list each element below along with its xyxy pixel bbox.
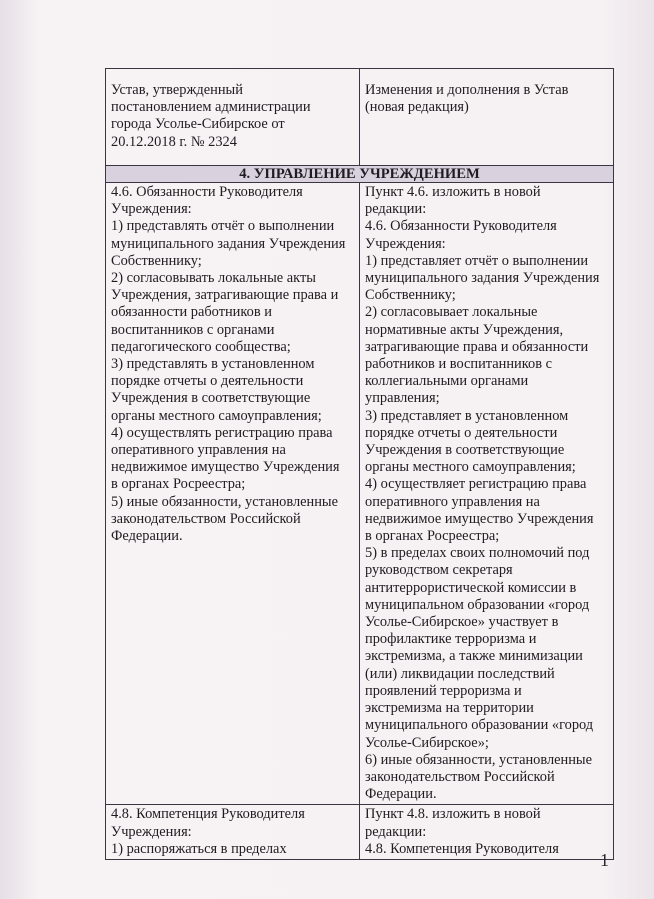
text-line: города Усолье-Сибирское от xyxy=(111,116,285,133)
text-line: 5) в пределах своих полномочий под xyxy=(365,545,590,562)
text-line: антитеррористической комиссии в xyxy=(365,579,577,596)
text-line: Учреждения: xyxy=(365,235,446,252)
text-line: оперативного управления на xyxy=(111,442,286,459)
header-right-cell xyxy=(360,69,614,166)
text-line: редакции: xyxy=(365,201,427,218)
text-line: воспитанников с органами xyxy=(111,321,275,338)
text-line: 3) представлять в установленном xyxy=(111,356,315,373)
text-line: Собственнику; xyxy=(365,287,456,304)
text-line: органы местного самоуправления; xyxy=(365,459,576,476)
clause-4-8-new-text xyxy=(365,806,609,858)
text-line: порядке отчеты о деятельности xyxy=(365,424,558,441)
text-line: Учреждения, затрагивающие права и xyxy=(111,287,339,304)
text-line: руководством секретаря xyxy=(365,562,513,579)
text-line: профилактике терроризма и xyxy=(365,631,537,648)
text-line: 5) иные обязанности, установленные xyxy=(111,493,338,510)
table-row xyxy=(106,805,614,860)
text-line: 3) представляет в установленном xyxy=(365,407,569,424)
text-line: 4.8. Компетенция Руководителя xyxy=(111,806,305,823)
text-line: в органах Росреестра; xyxy=(111,476,246,493)
section-title: 4. УПРАВЛЕНИЕ УЧРЕЖДЕНИЕМ xyxy=(106,166,614,183)
clause-4-6-new-cell xyxy=(360,183,614,805)
text-line: недвижимое имущество Учреждения xyxy=(365,510,594,527)
text-line: Федерации. xyxy=(111,528,183,545)
text-line: Пункт 4.6. изложить в новой xyxy=(365,184,541,200)
text-line: 4) осуществляет регистрацию права xyxy=(365,476,587,493)
header-left-cell xyxy=(106,69,360,166)
text-line: Усолье-Сибирское» участвует в xyxy=(365,614,559,631)
text-line: экстремизма, а также минимизации xyxy=(365,648,583,665)
table-header-row xyxy=(106,69,614,166)
text-line: муниципального задания Учреждения xyxy=(365,270,600,287)
text-line: органы местного самоуправления; xyxy=(111,407,322,424)
text-line: порядке отчеты о деятельности xyxy=(111,373,304,390)
text-line: Учреждения в соответствующие xyxy=(111,390,311,407)
text-line: 4.6. Обязанности Руководителя xyxy=(111,184,303,200)
text-line: нормативные акты Учреждения, xyxy=(365,321,564,338)
clause-4-6-new-text xyxy=(365,184,609,803)
text-line: постановлением администрации xyxy=(111,99,311,116)
text-line: обязанности работников и xyxy=(111,304,272,321)
text-line: Учреждения в соответствующие xyxy=(365,442,565,459)
clause-4-6-old-cell xyxy=(106,183,360,805)
clause-4-8-old-cell xyxy=(106,805,360,860)
text-line: Усолье-Сибирское»; xyxy=(365,734,489,751)
text-line: муниципальном образовании «город xyxy=(365,596,590,613)
clause-4-6-old-text xyxy=(111,184,355,545)
text-line: муниципального задания Учреждения xyxy=(111,235,346,252)
text-line: (новая редакция) xyxy=(365,99,469,116)
text-line: муниципального образовании «город xyxy=(365,717,594,734)
text-line: Учреждения: xyxy=(111,201,192,218)
clause-4-8-new-cell xyxy=(360,805,614,860)
text-line: Устав, утвержденный xyxy=(111,82,243,98)
section-title-row xyxy=(106,166,614,183)
text-line: 1) представлять отчёт о выполнении xyxy=(111,218,335,235)
text-line: Изменения и дополнения в Устав xyxy=(365,82,569,98)
header-left-text xyxy=(111,82,355,151)
text-line: проявлений терроризма и xyxy=(365,682,522,699)
text-line: в органах Росреестра; xyxy=(365,528,500,545)
text-line: 20.12.2018 г. № 2324 xyxy=(111,133,237,150)
text-line: редакции: xyxy=(365,823,427,840)
text-line: (или) ликвидации последствий xyxy=(365,665,555,682)
text-line: Федерации. xyxy=(365,786,437,803)
text-line: 6) иные обязанности, установленные xyxy=(365,751,592,768)
text-line: работников и воспитанников с xyxy=(365,356,552,373)
text-line: оперативного управления на xyxy=(365,493,540,510)
text-line: Собственнику; xyxy=(111,252,202,269)
text-line: 4.8. Компетенция Руководителя xyxy=(365,840,559,857)
text-line: Пункт 4.8. изложить в новой xyxy=(365,806,541,823)
text-line: 2) согласовывать локальные акты xyxy=(111,270,316,287)
table-row xyxy=(106,183,614,805)
amendments-table xyxy=(105,68,614,860)
text-line: педагогического сообщества; xyxy=(111,338,291,355)
text-line: Учреждения: xyxy=(111,823,192,840)
header-right-text xyxy=(365,82,609,116)
text-line: 1) распоряжаться в пределах xyxy=(111,840,287,857)
text-line: 1) представляет отчёт о выполнении xyxy=(365,252,589,269)
page-number: 1 xyxy=(600,850,609,870)
text-line: 2) согласовывает локальные xyxy=(365,304,538,321)
clause-4-8-old-text xyxy=(111,806,355,858)
text-line: недвижимое имущество Учреждения xyxy=(111,459,340,476)
text-line: управления; xyxy=(365,390,440,407)
text-line: законодательством Российской xyxy=(365,768,555,785)
text-line: экстремизма на территории xyxy=(365,700,534,717)
text-line: 4) осуществлять регистрацию права xyxy=(111,424,333,441)
text-line: затрагивающие права и обязанности xyxy=(365,338,589,355)
text-line: 4.6. Обязанности Руководителя xyxy=(365,218,557,235)
text-line: законодательством Российской xyxy=(111,510,301,527)
text-line: коллегиальными органами xyxy=(365,373,529,390)
